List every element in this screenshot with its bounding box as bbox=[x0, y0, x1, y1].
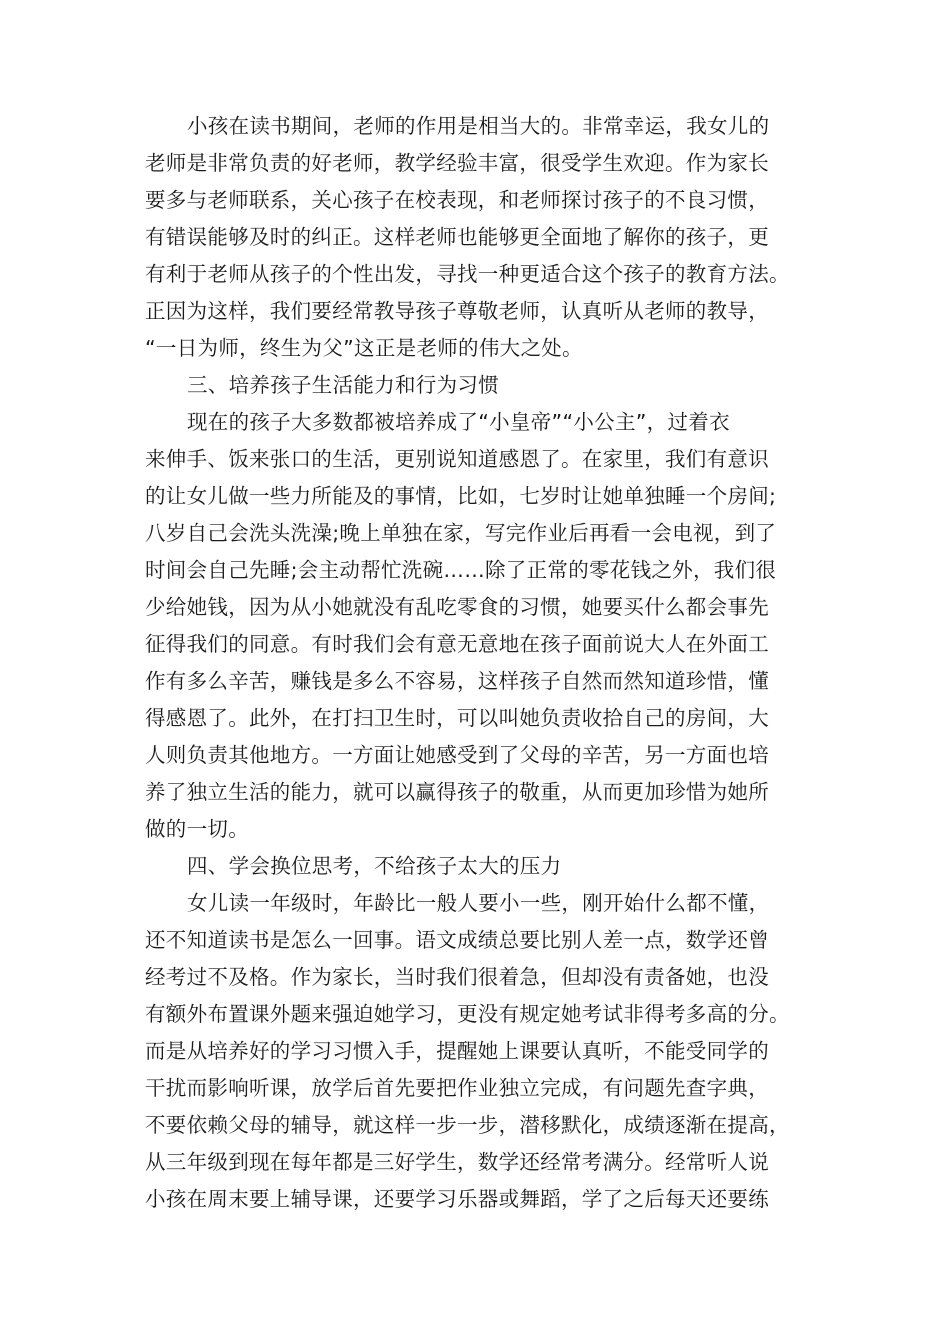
text-line: 小孩在读书期间，老师的作用是相当大的。非常幸运，我女儿的 bbox=[187, 114, 770, 138]
text-line: 征得我们的同意。有时我们会有意无意地在孩子面前说大人在外面工 bbox=[145, 632, 769, 656]
text-line: 现在的孩子大多数都被培养成了“小皇帝”“小公主”，过着衣 bbox=[187, 410, 730, 434]
text-line: 还不知道读书是怎么一回事。语文成绩总要比别人差一点，数学还曾 bbox=[145, 928, 769, 952]
text-line: 有利于老师从孩子的个性出发，寻找一种更适合这个孩子的教育方法。 bbox=[145, 262, 790, 286]
text-line: 小孩在周末要上辅导课，还要学习乐器或舞蹈，学了之后每天还要练 bbox=[145, 1187, 769, 1211]
text-line: 正因为这样，我们要经常教导孩子尊敬老师，认真听从老师的教导， bbox=[145, 299, 769, 323]
text-line: “一日为师，终生为父”这正是老师的伟大之处。 bbox=[145, 336, 583, 360]
text-line: 得感恩了。此外，在打扫卫生时，可以叫她负责收拾自己的房间，大 bbox=[145, 706, 769, 730]
document-body bbox=[145, 108, 825, 1218]
text-line: 有额外布置课外题来强迫她学习，更没有规定她考试非得考多高的分。 bbox=[145, 1002, 790, 1026]
text-line: 要多与老师联系，关心孩子在校表现，和老师探讨孩子的不良习惯， bbox=[145, 188, 769, 212]
text-line: 经考过不及格。作为家长，当时我们很着急，但却没有责备她，也没 bbox=[145, 965, 769, 989]
text-line: 干扰而影响听课，放学后首先要把作业独立完成，有问题先查字典， bbox=[145, 1076, 769, 1100]
text-line: 人则负责其他地方。一方面让她感受到了父母的辛苦，另一方面也培 bbox=[145, 743, 769, 767]
text-line: 从三年级到现在每年都是三好学生，数学还经常考满分。经常听人说 bbox=[145, 1150, 769, 1174]
text-line: 作有多么辛苦，赚钱是多么不容易，这样孩子自然而然知道珍惜，懂 bbox=[145, 669, 769, 693]
text-line: 做的一切。 bbox=[145, 817, 249, 841]
text-line: 不要依赖父母的辅导，就这样一步一步，潜移默化，成绩逐渐在提高， bbox=[145, 1113, 790, 1137]
text-line: 来伸手、饭来张口的生活，更别说知道感恩了。在家里，我们有意识 bbox=[145, 447, 769, 471]
text-line: 四、学会换位思考，不给孩子太大的压力 bbox=[187, 854, 562, 878]
text-line: 的让女儿做一些力所能及的事情，比如，七岁时让她单独睡一个房间; bbox=[145, 484, 777, 508]
text-line: 女儿读一年级时，年龄比一般人要小一些，刚开始什么都不懂， bbox=[187, 891, 770, 915]
text-line: 养了独立生活的能力，就可以赢得孩子的敬重，从而更加珍惜为她所 bbox=[145, 780, 769, 804]
text-line: 老师是非常负责的好老师，教学经验丰富，很受学生欢迎。作为家长 bbox=[145, 151, 769, 175]
text-line: 而是从培养好的学习习惯入手，提醒她上课要认真听，不能受同学的 bbox=[145, 1039, 769, 1063]
text-line: 三、培养孩子生活能力和行为习惯 bbox=[187, 373, 499, 397]
text-line: 时间会自己先睡;会主动帮忙洗碗……除了正常的零花钱之外，我们很 bbox=[145, 558, 777, 582]
text-line: 少给她钱，因为从小她就没有乱吃零食的习惯，她要买什么都会事先 bbox=[145, 595, 769, 619]
text-line: 有错误能够及时的纠正。这样老师也能够更全面地了解你的孩子，更 bbox=[145, 225, 769, 249]
text-line: 八岁自己会洗头洗澡;晚上单独在家，写完作业后再看一会电视，到了 bbox=[145, 521, 777, 545]
